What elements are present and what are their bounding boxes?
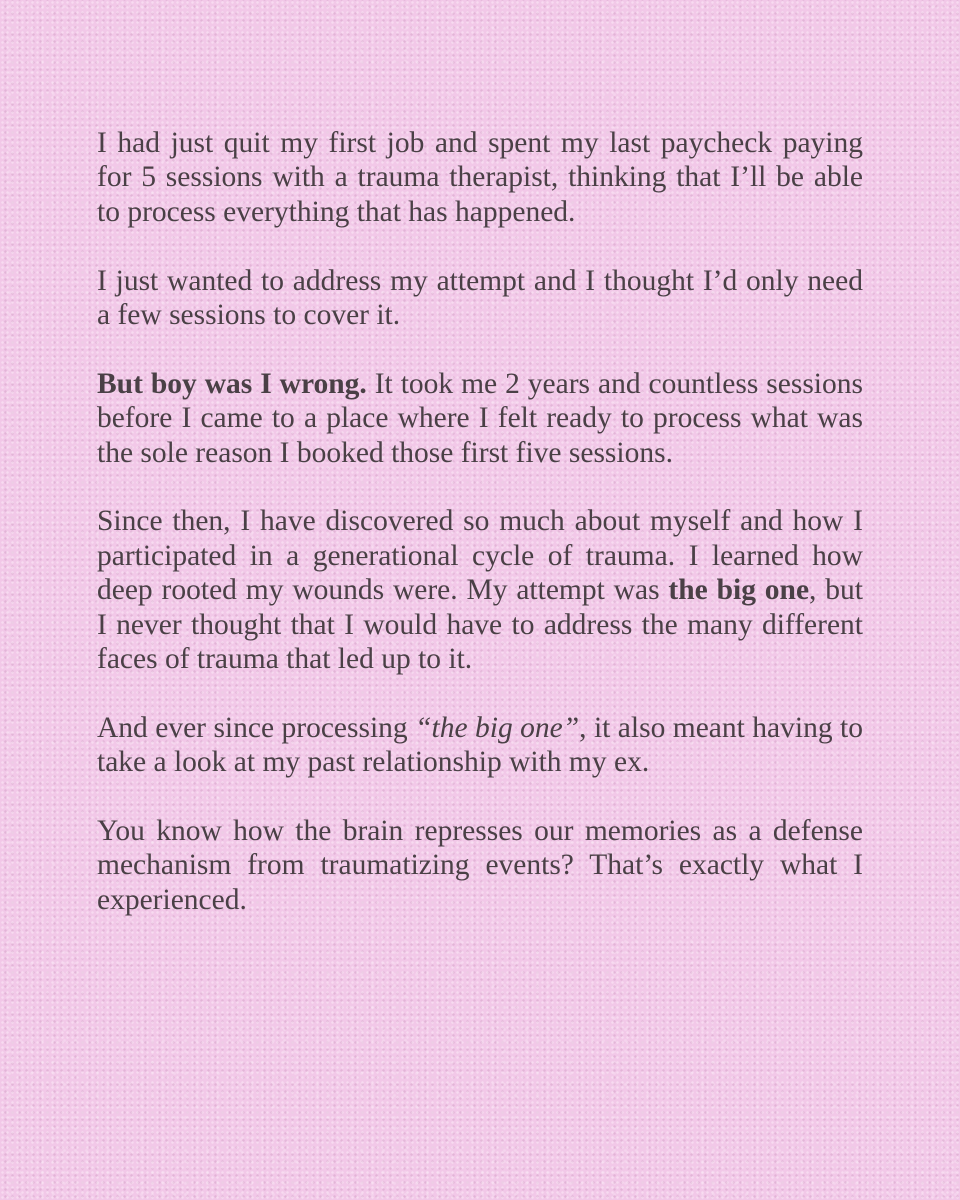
- paragraph-text: And ever since processing: [97, 711, 416, 744]
- paragraph-text: I had just quit my first job and spent my last paycheck paying for 5 sessions with a trauma therapist, thinking that I’ll be able to process everything that has happened.: [97, 127, 863, 228]
- emphasis-bold: the big one: [668, 574, 810, 607]
- text-body: [97, 126, 863, 917]
- paragraph-3: [97, 367, 863, 470]
- paragraph-1: [97, 126, 863, 229]
- paragraph-text: I just wanted to address my attempt and I thought I’d only need a few sessions to cover it.: [97, 264, 863, 332]
- paragraph-6: [97, 814, 863, 917]
- paragraph-text: It took me 2 years and countless sessions before I came to a place where I felt ready to process what was the sole reason I booked those first five sessions.: [97, 367, 863, 469]
- paragraph-5: [97, 711, 863, 780]
- emphasis-italic: “the big one”: [415, 711, 580, 744]
- paragraph-text: , but I never thought that I would have to address the many different faces of trauma that led up to it.: [97, 574, 863, 676]
- paragraph-4: [97, 504, 863, 676]
- paragraph-text: , it also meant having to take a look at my past relationship with my ex.: [97, 711, 863, 779]
- emphasis-bold: But boy was I wrong.: [97, 367, 367, 400]
- paragraph-text: You know how the brain represses our memories as a defense mechanism from traumatizing events? That’s exactly what I experienced.: [97, 815, 863, 916]
- paragraph-2: [97, 264, 863, 333]
- paragraph-text: Since then, I have discovered so much about myself and how I participated in a generational cycle of trauma. I learned how deep rooted my wounds were. My attempt was: [97, 505, 863, 607]
